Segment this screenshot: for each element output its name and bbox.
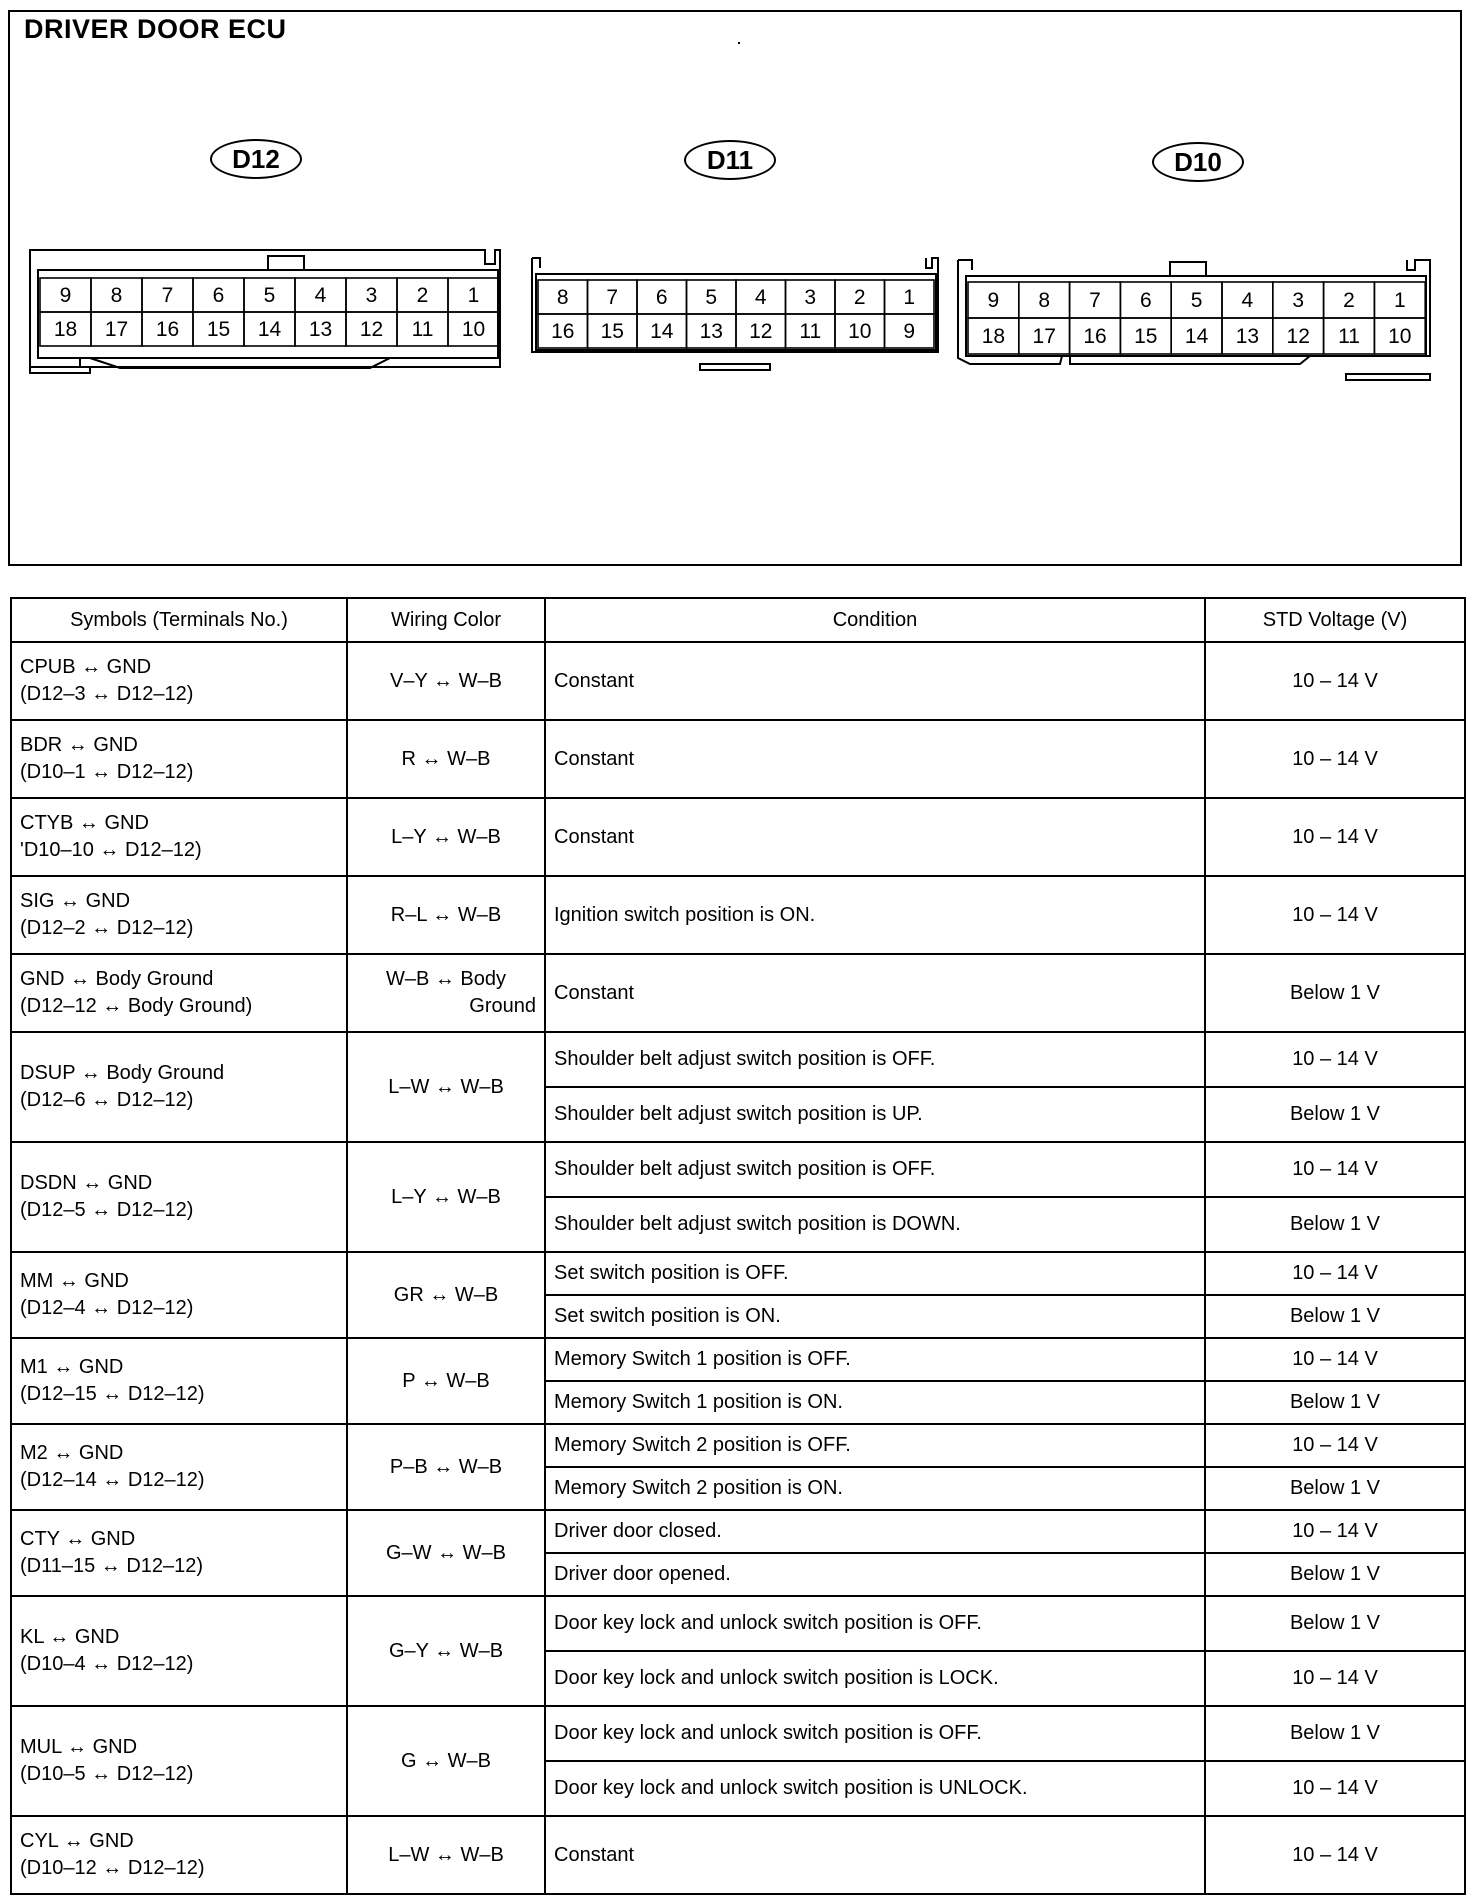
voltage-cell: Below 1 V xyxy=(1205,1596,1465,1651)
connector-label-d11: D11 xyxy=(684,140,776,180)
voltage-cell: 10 – 14 V xyxy=(1205,1032,1465,1087)
wiring-color-cell: L–Y ↔ W–B xyxy=(347,798,545,876)
terminals-text: (D12–2 ↔ D12–12) xyxy=(20,917,194,939)
pin-number: 14 xyxy=(650,320,674,343)
condition-cell: Memory Switch 2 position is OFF. xyxy=(545,1424,1205,1467)
wiring-line-1: W–B ↔ Body xyxy=(385,968,507,990)
symbol-text: MM ↔ GND xyxy=(20,1270,129,1292)
wiring-color-cell: L–W ↔ W–B xyxy=(347,1816,545,1894)
pin-number: 15 xyxy=(206,318,231,341)
terminals-text: (D11–15 ↔ D12–12) xyxy=(20,1555,204,1577)
symbol-cell xyxy=(11,1424,347,1510)
symbol-text: BDR ↔ GND xyxy=(20,734,138,756)
pin-number: 4 xyxy=(314,284,327,307)
condition-cell: Constant xyxy=(545,798,1205,876)
connector-drawing xyxy=(10,12,1460,564)
terminals-text: (D10–4 ↔ D12–12) xyxy=(20,1653,194,1675)
pin-number: 5 xyxy=(1190,289,1203,312)
pin-number: 18 xyxy=(981,325,1006,348)
wiring-line-2: Ground xyxy=(469,995,536,1017)
wiring-color-cell: G ↔ W–B xyxy=(347,1706,545,1816)
header-std-voltage: STD Voltage (V) xyxy=(1205,598,1465,642)
table-row xyxy=(11,720,1465,798)
symbol-cell xyxy=(11,876,347,954)
terminal-voltage-table xyxy=(10,597,1466,1895)
terminals-text: (D12–6 ↔ D12–12) xyxy=(20,1089,194,1111)
condition-cell: Door key lock and unlock switch position is LOCK. xyxy=(545,1651,1205,1706)
terminals-text: (D12–3 ↔ D12–12) xyxy=(20,683,194,705)
connector-label-d10: D10 xyxy=(1152,142,1244,182)
condition-cell: Driver door closed. xyxy=(545,1510,1205,1553)
pin-number: 6 xyxy=(1139,289,1152,312)
table-row xyxy=(11,1424,1465,1467)
wiring-color-cell: R–L ↔ W–B xyxy=(347,876,545,954)
wiring-color-cell: L–W ↔ W–B xyxy=(347,1032,545,1142)
pin-number: 17 xyxy=(1032,325,1056,348)
wiring-color-cell: GR ↔ W–B xyxy=(347,1252,545,1338)
pin-number: 11 xyxy=(1338,325,1360,348)
pin-number: 2 xyxy=(1343,289,1355,312)
pins-d11 xyxy=(538,280,934,348)
connector-label-d12: D12 xyxy=(210,139,302,179)
symbol-text: DSUP ↔ Body Ground xyxy=(20,1062,225,1084)
pin-number: 16 xyxy=(1083,325,1107,348)
symbol-text: M2 ↔ GND xyxy=(20,1442,124,1464)
pin-number: 17 xyxy=(104,318,129,341)
terminals-text: (D10–1 ↔ D12–12) xyxy=(20,761,194,783)
pin-number: 9 xyxy=(59,284,72,307)
header-condition: Condition xyxy=(545,598,1205,642)
table-row xyxy=(11,1142,1465,1197)
voltage-cell: Below 1 V xyxy=(1205,954,1465,1032)
pin-number: 12 xyxy=(1286,325,1310,348)
pin-number: 11 xyxy=(411,318,434,341)
symbol-cell xyxy=(11,1596,347,1706)
pin-number: 12 xyxy=(359,318,384,341)
condition-cell: Door key lock and unlock switch position is OFF. xyxy=(545,1706,1205,1761)
voltage-cell: 10 – 14 V xyxy=(1205,1761,1465,1816)
pin-number: 3 xyxy=(804,286,817,309)
voltage-cell: 10 – 14 V xyxy=(1205,876,1465,954)
condition-cell: Door key lock and unlock switch position is UNLOCK. xyxy=(545,1761,1205,1816)
terminals-text: (D12–15 ↔ D12–12) xyxy=(20,1383,205,1405)
wiring-color-cell: V–Y ↔ W–B xyxy=(347,642,545,720)
pin-number: 15 xyxy=(600,320,624,343)
table-row xyxy=(11,954,1465,1032)
voltage-cell: 10 – 14 V xyxy=(1205,720,1465,798)
wiring-color-cell xyxy=(347,954,545,1032)
terminals-text: (D10–12 ↔ D12–12) xyxy=(20,1857,205,1879)
pin-number: 13 xyxy=(699,320,723,343)
terminals-text: (D12–12 ↔ Body Ground) xyxy=(20,995,253,1017)
terminals-text: (D12–14 ↔ D12–12) xyxy=(20,1469,205,1491)
pin-number: 5 xyxy=(705,286,718,309)
pin-number: 6 xyxy=(212,284,225,307)
table-row xyxy=(11,876,1465,954)
symbol-text: CTYB ↔ GND xyxy=(20,812,149,834)
wiring-color-cell: P ↔ W–B xyxy=(347,1338,545,1424)
symbol-cell xyxy=(11,642,347,720)
pin-number: 13 xyxy=(1235,325,1260,348)
condition-cell: Memory Switch 1 position is OFF. xyxy=(545,1338,1205,1381)
pin-number: 4 xyxy=(754,286,767,309)
pin-number: 12 xyxy=(749,320,773,343)
pin-number: 2 xyxy=(853,286,866,309)
condition-cell: Constant xyxy=(545,1816,1205,1894)
pin-number: 8 xyxy=(556,286,569,309)
table-row xyxy=(11,1338,1465,1381)
pin-number: 9 xyxy=(987,289,1000,312)
symbol-cell xyxy=(11,798,347,876)
voltage-cell: Below 1 V xyxy=(1205,1553,1465,1596)
voltage-cell: 10 – 14 V xyxy=(1205,642,1465,720)
pin-number: 4 xyxy=(1241,289,1254,312)
terminals-text: 'D10–10 ↔ D12–12) xyxy=(20,839,202,861)
symbol-text: GND ↔ Body Ground xyxy=(20,968,214,990)
pin-number: 14 xyxy=(1184,325,1209,348)
connector-diagram-panel xyxy=(8,10,1462,566)
wiring-color-cell: R ↔ W–B xyxy=(347,720,545,798)
symbol-cell xyxy=(11,1032,347,1142)
pin-number: 10 xyxy=(1388,325,1412,348)
pin-number: 7 xyxy=(161,284,174,307)
symbol-cell xyxy=(11,1252,347,1338)
symbol-text: CPUB ↔ GND xyxy=(20,656,152,678)
voltage-cell: Below 1 V xyxy=(1205,1706,1465,1761)
voltage-cell: 10 – 14 V xyxy=(1205,1424,1465,1467)
pin-number: 15 xyxy=(1134,325,1158,348)
condition-cell: Set switch position is ON. xyxy=(545,1295,1205,1338)
voltage-cell: 10 – 14 V xyxy=(1205,1142,1465,1197)
condition-cell: Constant xyxy=(545,642,1205,720)
condition-cell: Driver door opened. xyxy=(545,1553,1205,1596)
condition-cell: Shoulder belt adjust switch position is OFF. xyxy=(545,1032,1205,1087)
pin-number: 1 xyxy=(467,284,480,307)
table-row xyxy=(11,798,1465,876)
voltage-cell: 10 – 14 V xyxy=(1205,1338,1465,1381)
condition-cell: Door key lock and unlock switch position is OFF. xyxy=(545,1596,1205,1651)
pin-number: 16 xyxy=(155,318,180,341)
pin-number: 3 xyxy=(1292,289,1305,312)
voltage-cell: Below 1 V xyxy=(1205,1467,1465,1510)
table-row xyxy=(11,1706,1465,1761)
diagram-title: DRIVER DOOR ECU xyxy=(24,14,287,44)
wiring-color-cell: G–Y ↔ W–B xyxy=(347,1596,545,1706)
symbol-text: KL ↔ GND xyxy=(20,1626,120,1648)
pin-number: 8 xyxy=(110,284,123,307)
pin-number: 14 xyxy=(257,318,282,341)
terminals-text: (D12–4 ↔ D12–12) xyxy=(20,1297,194,1319)
condition-cell: Shoulder belt adjust switch position is UP. xyxy=(545,1087,1205,1142)
symbol-cell xyxy=(11,1142,347,1252)
symbol-cell xyxy=(11,954,347,1032)
wiring-color-cell: L–Y ↔ W–B xyxy=(347,1142,545,1252)
pin-number: 13 xyxy=(308,318,333,341)
pin-number: 5 xyxy=(263,284,276,307)
condition-cell: Constant xyxy=(545,720,1205,798)
symbol-text: DSDN ↔ GND xyxy=(20,1172,153,1194)
condition-cell: Memory Switch 1 position is ON. xyxy=(545,1381,1205,1424)
symbol-text: MUL ↔ GND xyxy=(20,1736,138,1758)
symbol-cell xyxy=(11,1338,347,1424)
symbol-text: CYL ↔ GND xyxy=(20,1830,134,1852)
voltage-cell: 10 – 14 V xyxy=(1205,798,1465,876)
terminals-text: (D10–5 ↔ D12–12) xyxy=(20,1763,194,1785)
pin-number: 7 xyxy=(606,286,619,309)
terminals-text: (D12–5 ↔ D12–12) xyxy=(20,1199,194,1221)
connector-body-d10 xyxy=(958,260,1430,380)
condition-cell: Memory Switch 2 position is ON. xyxy=(545,1467,1205,1510)
pin-number: 1 xyxy=(1393,289,1406,312)
pin-number: 8 xyxy=(1038,289,1051,312)
pin-number: 10 xyxy=(848,320,872,343)
pins-d12 xyxy=(40,278,499,346)
voltage-cell: 10 – 14 V xyxy=(1205,1651,1465,1706)
pin-number: 6 xyxy=(655,286,668,309)
pins-d10 xyxy=(968,282,1425,354)
symbol-cell xyxy=(11,1510,347,1596)
symbol-text: SIG ↔ GND xyxy=(20,890,131,912)
pin-number: 3 xyxy=(365,284,378,307)
condition-cell: Shoulder belt adjust switch position is DOWN. xyxy=(545,1197,1205,1252)
pin-number: 7 xyxy=(1089,289,1101,312)
pin-number: 9 xyxy=(903,320,916,343)
table-row xyxy=(11,1252,1465,1295)
symbol-text: CTY ↔ GND xyxy=(20,1528,136,1550)
voltage-cell: Below 1 V xyxy=(1205,1295,1465,1338)
symbol-cell xyxy=(11,1816,347,1894)
pin-number: 18 xyxy=(53,318,78,341)
pin-number: 1 xyxy=(903,286,916,309)
symbol-cell xyxy=(11,720,347,798)
table-header-row xyxy=(11,598,1465,642)
header-wiring-color: Wiring Color xyxy=(347,598,545,642)
table-row xyxy=(11,1510,1465,1553)
voltage-cell: 10 – 14 V xyxy=(1205,1816,1465,1894)
condition-cell: Constant xyxy=(545,954,1205,1032)
table-row xyxy=(11,1816,1465,1894)
table-row xyxy=(11,1596,1465,1651)
voltage-cell: Below 1 V xyxy=(1205,1087,1465,1142)
header-symbols: Symbols (Terminals No.) xyxy=(11,598,347,642)
voltage-cell: Below 1 V xyxy=(1205,1381,1465,1424)
wiring-color-cell: G–W ↔ W–B xyxy=(347,1510,545,1596)
voltage-cell: 10 – 14 V xyxy=(1205,1510,1465,1553)
condition-cell: Set switch position is OFF. xyxy=(545,1252,1205,1295)
voltage-cell: Below 1 V xyxy=(1205,1197,1465,1252)
condition-cell: Shoulder belt adjust switch position is OFF. xyxy=(545,1142,1205,1197)
wiring-color-cell: P–B ↔ W–B xyxy=(347,1424,545,1510)
symbol-cell xyxy=(11,1706,347,1816)
voltage-cell: 10 – 14 V xyxy=(1205,1252,1465,1295)
condition-cell: Ignition switch position is ON. xyxy=(545,876,1205,954)
pin-number: 2 xyxy=(416,284,429,307)
table-row xyxy=(11,1032,1465,1087)
pin-number: 11 xyxy=(799,320,822,343)
table-row xyxy=(11,642,1465,720)
pin-number: 10 xyxy=(461,318,486,341)
symbol-text: M1 ↔ GND xyxy=(20,1356,124,1378)
pin-number: 16 xyxy=(551,320,575,343)
